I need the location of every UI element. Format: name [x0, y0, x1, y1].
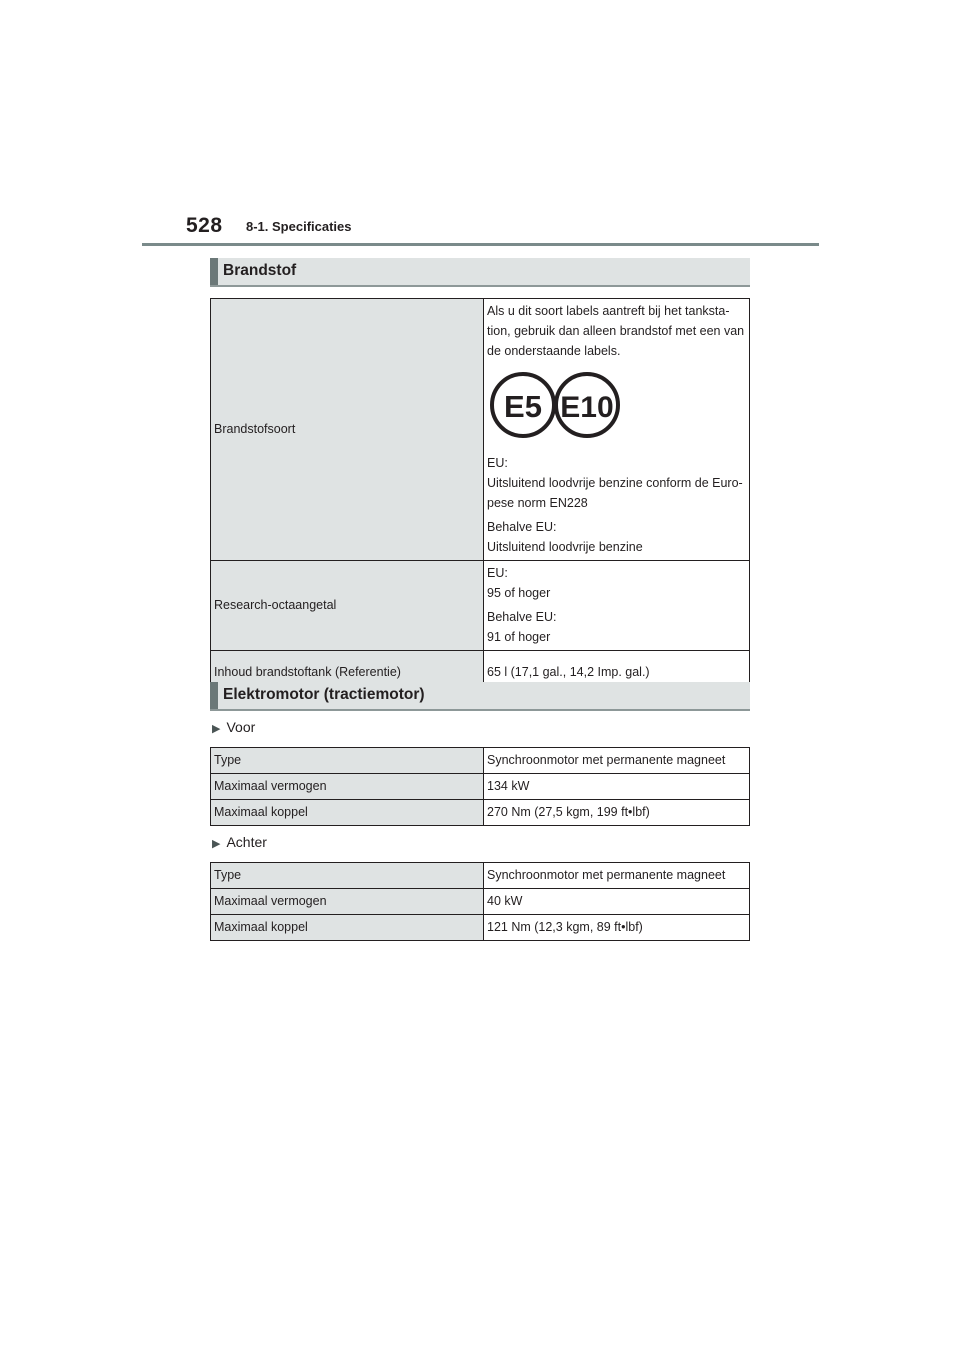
octane-label: Research-octaangetal [211, 561, 484, 651]
table-row [211, 915, 750, 941]
front-power-label: Maximaal vermogen [211, 774, 484, 800]
eu-text: 95 of hoger [487, 586, 551, 600]
intro-line: Als u dit soort labels aantreft bij het tanksta- [487, 304, 730, 318]
rear-motor-table [210, 862, 750, 941]
rear-type-value: Synchroonmotor met permanente magneet [484, 863, 750, 889]
fuel-heading [210, 258, 750, 287]
fuel-label-badges [487, 365, 746, 451]
front-type-value: Synchroonmotor met permanente magneet [484, 748, 750, 774]
eu-heading: EU: [487, 456, 508, 470]
front-torque-value: 270 Nm (27,5 kgm, 199 ft•lbf) [484, 800, 750, 826]
rear-type-label: Type [211, 863, 484, 889]
rear-subheading [212, 834, 267, 850]
fuel-type-eu [487, 453, 746, 513]
section-label: 8-1. Specificaties [246, 219, 352, 234]
octane-value [484, 561, 750, 651]
fuel-heading-title: Brandstof [223, 262, 297, 279]
fuel-type-intro [487, 301, 746, 361]
front-subheading [212, 719, 255, 735]
front-subheading-text: Voor [226, 719, 256, 735]
rear-power-value: 40 kW [484, 889, 750, 915]
table-row [211, 299, 750, 561]
rear-subheading-text: Achter [226, 834, 267, 850]
fuel-type-label: Brandstofsoort [211, 299, 484, 561]
table-row [211, 748, 750, 774]
motor-heading-title: Elektromotor (tractiemotor) [223, 686, 425, 703]
front-torque-label: Maximaal koppel [211, 800, 484, 826]
front-motor-table [210, 747, 750, 826]
intro-line: de onderstaande labels. [487, 344, 621, 358]
capacity-label-line: (Referentie) [334, 664, 401, 679]
rear-torque-value: 121 Nm (12,3 kgm, 89 ft•lbf) [484, 915, 750, 941]
table-row [211, 561, 750, 651]
motor-heading [210, 682, 750, 711]
e5-badge-icon [492, 374, 554, 436]
capacity-label-line: Inhoud brandstoftank [214, 664, 332, 679]
intro-line: tion, gebruik dan alleen brandstof met een van [487, 324, 745, 338]
eu-line: Uitsluitend loodvrije benzine conform de Euro- [487, 476, 743, 490]
header-rule [142, 243, 819, 246]
eu-line: pese norm EN228 [487, 496, 588, 510]
noneu-text: 91 of hoger [487, 630, 551, 644]
front-type-label: Type [211, 748, 484, 774]
table-row [211, 774, 750, 800]
fuel-type-value [484, 299, 750, 561]
eu-heading: EU: [487, 566, 508, 580]
table-row [211, 800, 750, 826]
e10-badge-icon [556, 374, 618, 436]
front-power-value: 134 kW [484, 774, 750, 800]
table-row [211, 863, 750, 889]
noneu-heading: Behalve EU: [487, 610, 557, 624]
heading-bar [210, 682, 218, 709]
heading-bar [210, 258, 218, 285]
fuel-badges-graphic [487, 365, 627, 445]
triangle-bullet-icon: ▶ [212, 723, 221, 735]
noneu-heading: Behalve EU: [487, 520, 557, 534]
table-row [211, 889, 750, 915]
e5-badge-text: E5 [504, 389, 542, 424]
triangle-bullet-icon: ▶ [212, 838, 221, 850]
capacity-value: 65 l (17,1 gal., 14,2 Imp. gal.) [484, 651, 750, 694]
fuel-table [210, 298, 750, 694]
octane-noneu [487, 607, 746, 647]
page-number: 528 [186, 214, 223, 237]
rear-power-label: Maximaal vermogen [211, 889, 484, 915]
noneu-text: Uitsluitend loodvrije benzine [487, 540, 643, 554]
fuel-type-noneu [487, 517, 746, 557]
e10-badge-text: E10 [560, 391, 614, 424]
octane-eu [487, 563, 746, 603]
rear-torque-label: Maximaal koppel [211, 915, 484, 941]
